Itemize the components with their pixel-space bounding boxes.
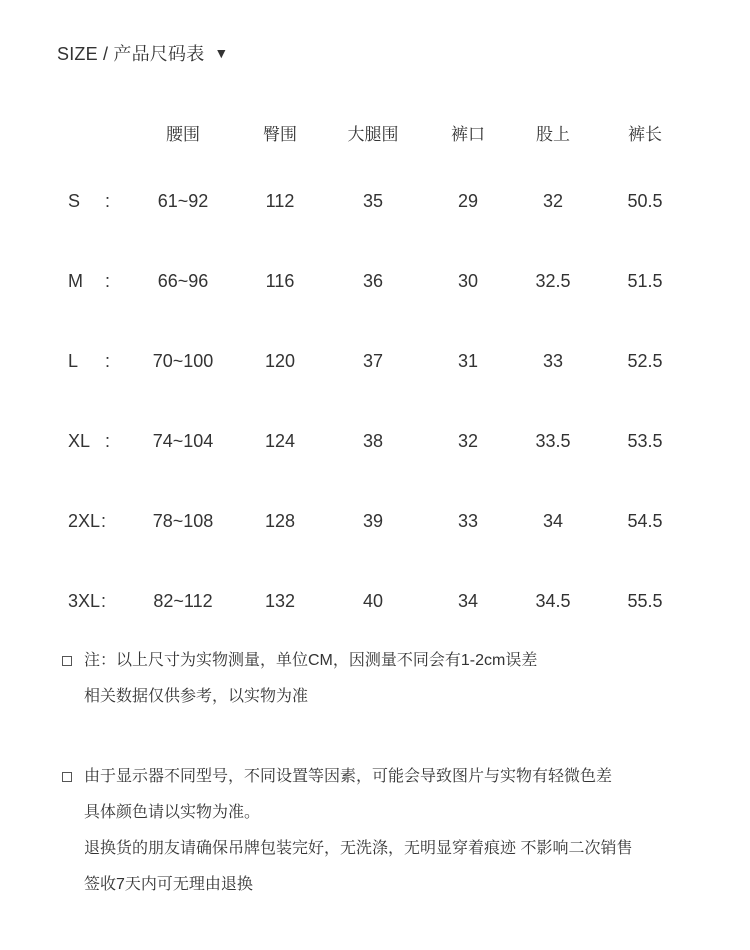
size-letter: S [68, 191, 81, 211]
table-cell: 30 [457, 271, 479, 291]
size-label [68, 510, 100, 532]
table-cell: 66~96 [157, 271, 209, 291]
table-cell: 33 [457, 511, 479, 531]
table-cell: 32 [542, 191, 564, 211]
table-cell: 39 [362, 511, 384, 531]
table-cell: 40 [362, 591, 384, 611]
table-cell: 132 [264, 591, 296, 611]
table-cell: 82~112 [153, 591, 213, 611]
table-cell: 37 [362, 351, 384, 371]
table-cell: 52.5 [627, 351, 663, 371]
page-title-text: SIZE / 产品尺码表 [57, 44, 205, 64]
size-separator: : [105, 431, 111, 451]
table-cell: 29 [457, 191, 479, 211]
size-letter: XL [68, 431, 91, 451]
column-header: 裤口 [451, 125, 485, 144]
size-letter: L [68, 351, 79, 371]
note-bullet-icon [62, 772, 72, 782]
column-header: 臀围 [263, 125, 297, 144]
table-cell: 34 [457, 591, 479, 611]
note-line: 由于显示器不同型号，不同设置等因素，可能会导致图片与实物有轻微色差 [84, 768, 613, 785]
table-cell: 51.5 [627, 271, 663, 291]
table-cell: 36 [362, 271, 384, 291]
table-cell: 33.5 [535, 431, 571, 451]
note-line: 签收7天内可无理由退换 [84, 876, 253, 893]
table-cell: 124 [264, 431, 296, 451]
table-cell: 61~92 [157, 191, 209, 211]
size-letter: 2XL [68, 511, 101, 531]
size-separator: : [105, 191, 111, 211]
table-cell: 34 [542, 511, 564, 531]
table-cell: 120 [264, 351, 296, 371]
table-cell: 55.5 [627, 591, 663, 611]
size-separator: : [105, 271, 111, 291]
column-header: 腰围 [166, 125, 200, 144]
table-cell: 128 [264, 511, 296, 531]
note-line: 相关数据仅供参考，以实物为准 [84, 688, 309, 705]
table-cell: 112 [265, 191, 295, 211]
table-cell: 74~104 [152, 431, 214, 451]
size-separator: : [101, 591, 107, 611]
column-header: 股上 [536, 125, 570, 144]
note-line: 退换货的朋友请确保吊牌包装完好，无洗涤，无明显穿着痕迹 不影响二次销售 [84, 840, 633, 857]
size-label [68, 350, 78, 372]
table-cell: 35 [362, 191, 384, 211]
size-letter: M [68, 271, 83, 291]
size-label [68, 270, 83, 292]
size-label [68, 590, 100, 612]
table-cell: 53.5 [627, 431, 663, 451]
note-line: 具体颜色请以实物为准。 [84, 804, 261, 821]
column-header: 大腿围 [347, 125, 399, 144]
size-letter: 3XL [68, 591, 101, 611]
table-cell: 33 [542, 351, 564, 371]
page-title [57, 40, 228, 66]
table-cell: 70~100 [152, 351, 214, 371]
table-cell: 31 [457, 351, 479, 371]
size-separator: : [101, 511, 107, 531]
size-separator: : [105, 351, 111, 371]
column-header: 裤长 [628, 125, 662, 144]
table-cell: 34.5 [535, 591, 571, 611]
caret-down-icon: ▼ [214, 45, 229, 61]
table-cell: 32 [457, 431, 479, 451]
note-bullet-icon [62, 656, 72, 666]
size-label [68, 190, 80, 212]
table-cell: 54.5 [627, 511, 663, 531]
size-label [68, 430, 90, 452]
table-cell: 32.5 [535, 271, 571, 291]
table-cell: 50.5 [627, 191, 663, 211]
table-cell: 78~108 [152, 511, 214, 531]
table-cell: 116 [265, 271, 295, 291]
note-line: 注：以上尺寸为实物测量，单位CM，因测量不同会有1-2cm误差 [84, 652, 538, 669]
table-cell: 38 [362, 431, 384, 451]
